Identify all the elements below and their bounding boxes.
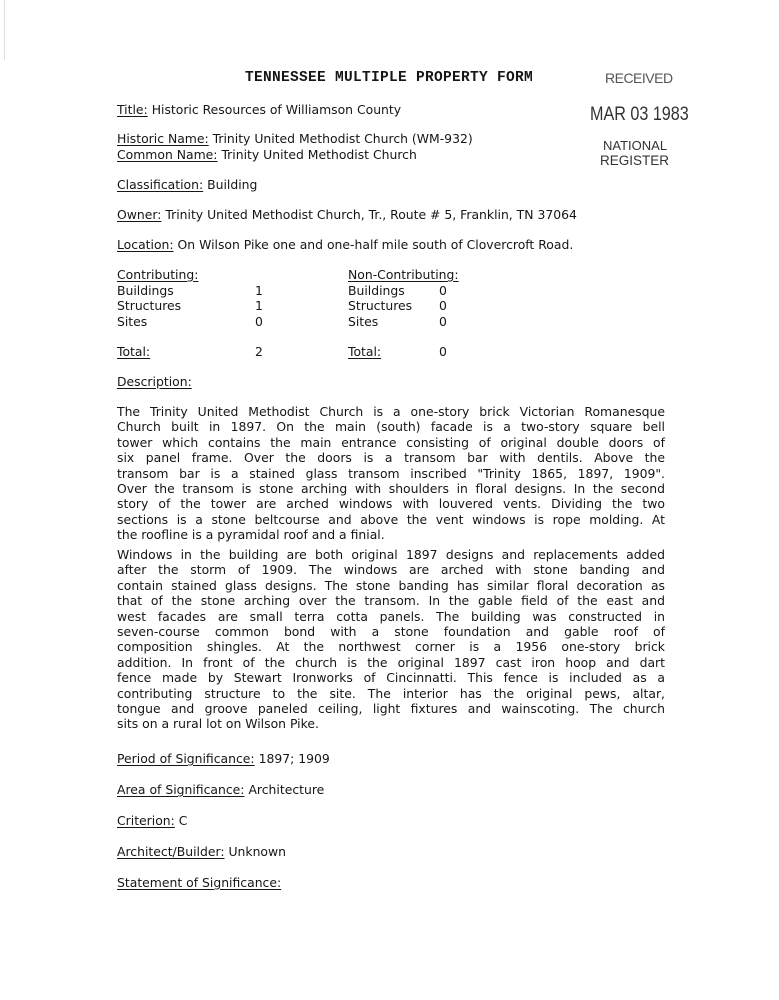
location-value: On Wilson Pike one and one-half mile south of Clovercroft Road. [177,237,574,252]
noncontributing-sites-count: 0 [439,314,447,329]
contributing-structures-label: Structures [117,298,182,313]
common-name-field [117,147,417,162]
statement-label: Statement of Significance: [117,875,282,890]
description-line: Windows in the building are both original 1897 designs and replacements added [117,547,665,562]
description-line: The Trinity United Methodist Church is a one-story brick Victorian Romanesque [117,404,665,419]
title-label: Title: [117,102,148,117]
description-line: composition shingles. At the northwest corner is a 1956 one-story brick [117,639,665,655]
contributing-total-label: Total: [117,344,151,359]
criterion-value: C [178,813,188,828]
noncontributing-buildings-label: Buildings [348,283,405,298]
noncontributing-heading: Non-Contributing: [348,267,459,282]
area-field [117,782,324,797]
title-field [117,102,401,117]
period-field [117,751,330,766]
received-stamp: RECEIVED [605,70,673,86]
area-value: Architecture [248,782,325,797]
period-value: 1897; 1909 [258,751,330,766]
description-line: tower which contains the main entrance consisting of original double doors of [117,434,665,450]
area-label: Area of Significance: [117,782,245,797]
historic-name-label: Historic Name: [117,131,209,146]
description-line: west facades are small terra cotta panels. The building was constructed in [117,608,665,624]
location-field [117,237,573,252]
contributing-sites-label: Sites [117,314,148,329]
owner-label: Owner: [117,207,162,222]
description-line: contain stained glass designs. The stone banding has similar floral decoration as [117,577,665,593]
contributing-total: 2 [255,344,263,359]
historic-name-field [117,131,473,146]
stamp-national: NATIONAL [603,138,668,153]
description-line: addition. In front of the church is the original 1897 cast iron hoop and dart [117,654,665,670]
description-paragraph-1 [117,404,665,543]
contributing-sites-count: 0 [255,314,263,329]
owner-field [117,207,577,222]
common-name-value: Trinity United Methodist Church [221,147,417,162]
noncontributing-total-label: Total: [348,344,382,359]
noncontributing-structures-count: 0 [439,298,447,313]
classification-value: Building [207,177,258,192]
criterion-label: Criterion: [117,813,175,828]
classification-field [117,177,257,192]
description-line: the roofline is a pyramidal roof and a finial. [117,527,385,543]
description-line: sits on a rural lot on Wilson Pike. [117,716,319,732]
description-line: that of the stone arching over the transom. In the gable field of the east and [117,593,665,609]
period-label: Period of Significance: [117,751,255,766]
noncontributing-sites-label: Sites [348,314,379,329]
criterion-field [117,813,187,828]
noncontributing-structures-label: Structures [348,298,413,313]
description-line: fence made by Stewart Ironworks of Cincinnatti. This fence is included as a [117,670,665,686]
form-title: TENNESSEE MULTIPLE PROPERTY FORM [245,70,534,86]
contributing-structures-count: 1 [255,298,263,313]
contributing-buildings-label: Buildings [117,283,174,298]
noncontributing-buildings-count: 0 [439,283,447,298]
contributing-buildings-count: 1 [255,283,263,298]
architect-label: Architect/Builder: [117,844,225,859]
description-line: sections is a stone beltcourse and above the vent windows is rope molding. At [117,511,665,527]
owner-value: Trinity United Methodist Church, Tr., Route # 5, Franklin, TN 37064 [165,207,577,222]
description-line: story of the tower are arched windows with louvered vents. Dividing the two [117,496,665,512]
architect-field [117,844,286,859]
description-line: six panel frame. Over the doors is a transom bar with dentils. Above the [117,450,665,466]
description-label: Description: [117,374,192,389]
description-line: transom bar is a stained glass transom inscribed "Trinity 1865, 1897, 1909". [117,465,665,481]
location-label: Location: [117,237,174,252]
description-line: Over the transom is stone arching with shoulders in floral designs. In the second [117,480,665,496]
description-line: seven-course common bond with a stone foundation and gable roof of [117,623,665,639]
description-line: tongue and groove paneled ceiling, light fixtures and wainscoting. The church [117,700,665,716]
description-line: Church built in 1897. On the main (south) facade is a two-story square bell [117,419,665,435]
description-line: after the storm of 1909. The windows are arched with stone banding and [117,562,665,578]
contributing-heading: Contributing: [117,267,199,282]
noncontributing-total: 0 [439,344,447,359]
stamp-register: REGISTER [600,153,670,168]
description-line: contributing structure to the site. The interior has the original pews, altar, [117,685,665,701]
classification-label: Classification: [117,177,204,192]
common-name-label: Common Name: [117,147,218,162]
stamp-date: MAR 03 1983 [590,104,689,125]
scan-edge [4,0,5,60]
historic-name-value: Trinity United Methodist Church (WM-932) [212,131,473,146]
title-value: Historic Resources of Williamson County [151,102,402,117]
architect-value: Unknown [228,844,286,859]
description-paragraph-2 [117,547,665,732]
